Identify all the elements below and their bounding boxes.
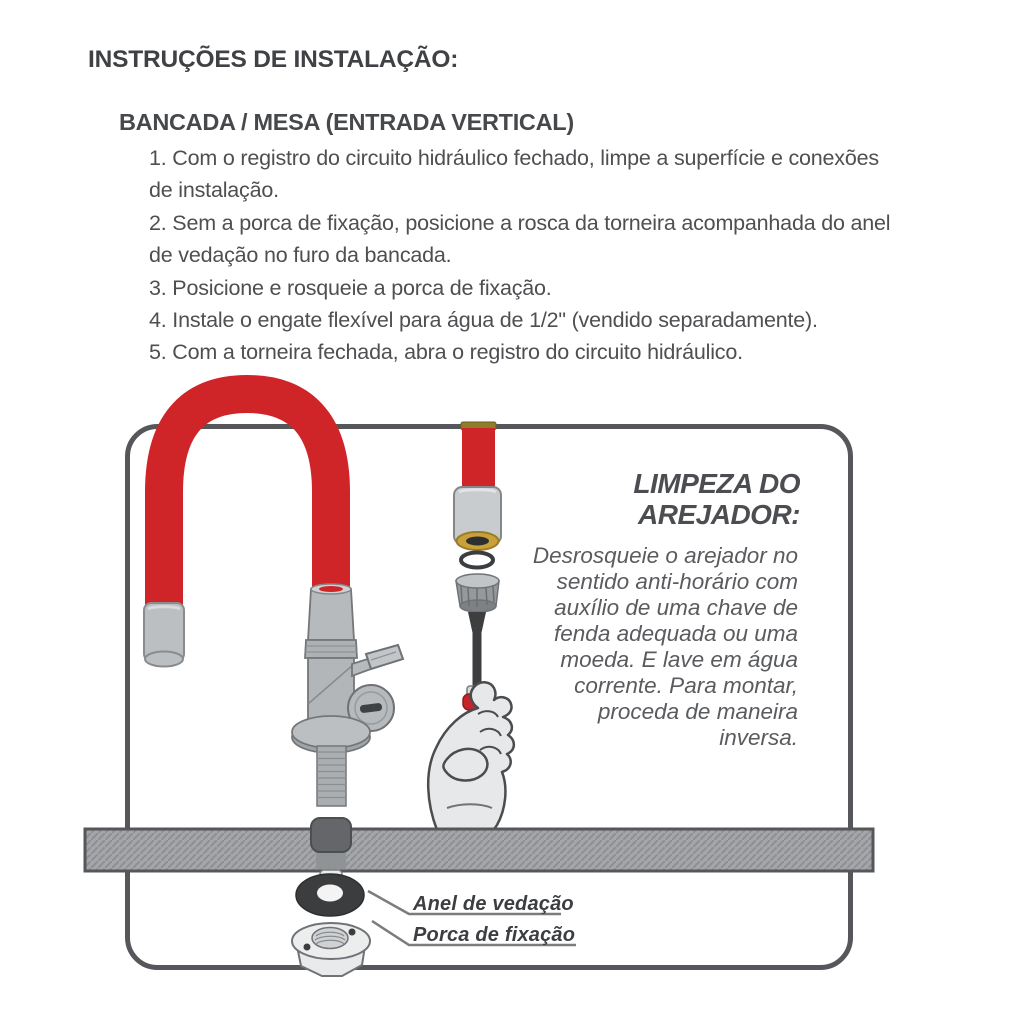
seal-ring-label: Anel de vedação (413, 893, 574, 915)
seal-ring-illustration (296, 874, 364, 916)
cleaning-line: fenda adequada ou uma (554, 621, 798, 646)
mounting-collar (311, 818, 351, 852)
step-2-line-2: de vedação no furo da bancada. (149, 243, 452, 268)
red-hose-segment (462, 428, 495, 490)
step-1-line-1: 1. Com o registro do circuito hidráulico fechado, limpe a superfície e conexões (149, 146, 879, 170)
cleaning-line: sentido anti-horário com (556, 569, 798, 594)
step-4-line-1: 4. Instale o engate flexível para água de 1/2" (vendido separadamente). (149, 308, 818, 333)
step-5-line-1: 5. Com a torneira fechada, abra o registro do circuito hidráulico. (149, 340, 743, 365)
step-1-line-2: de instalação. (149, 178, 279, 203)
step-2-line-1: 2. Sem a porca de fixação, posicione a rosca da torneira acompanhada do anel (149, 210, 891, 235)
countertop (85, 829, 873, 871)
section-heading: BANCADA / MESA (ENTRADA VERTICAL) (119, 109, 574, 135)
fixing-nut-illustration (292, 923, 370, 976)
cleaning-note-heading: LIMPEZA DO AREJADOR: (633, 468, 800, 530)
page-title: INSTRUÇÕES DE INSTALAÇÃO: (88, 46, 459, 73)
cleaning-line: corrente. Para montar, (574, 673, 798, 698)
cleaning-line: auxílio de uma chave de (554, 595, 798, 620)
fixing-nut-label: Porca de fixação (413, 924, 576, 946)
step-3-line-1: 3. Posicione e rosqueie a porca de fixação. (149, 275, 552, 300)
cleaning-line: Desrosqueie o arejador no (532, 543, 798, 568)
cleaning-line: inversa. (719, 725, 798, 750)
cleaning-note-body (498, 543, 798, 751)
cleaning-line: moeda. E lave em água (560, 647, 798, 672)
cleaning-line: proceda de maneira (597, 699, 798, 724)
base-flange (292, 716, 370, 748)
o-ring (461, 553, 493, 568)
hose-spout-tip (144, 603, 184, 667)
